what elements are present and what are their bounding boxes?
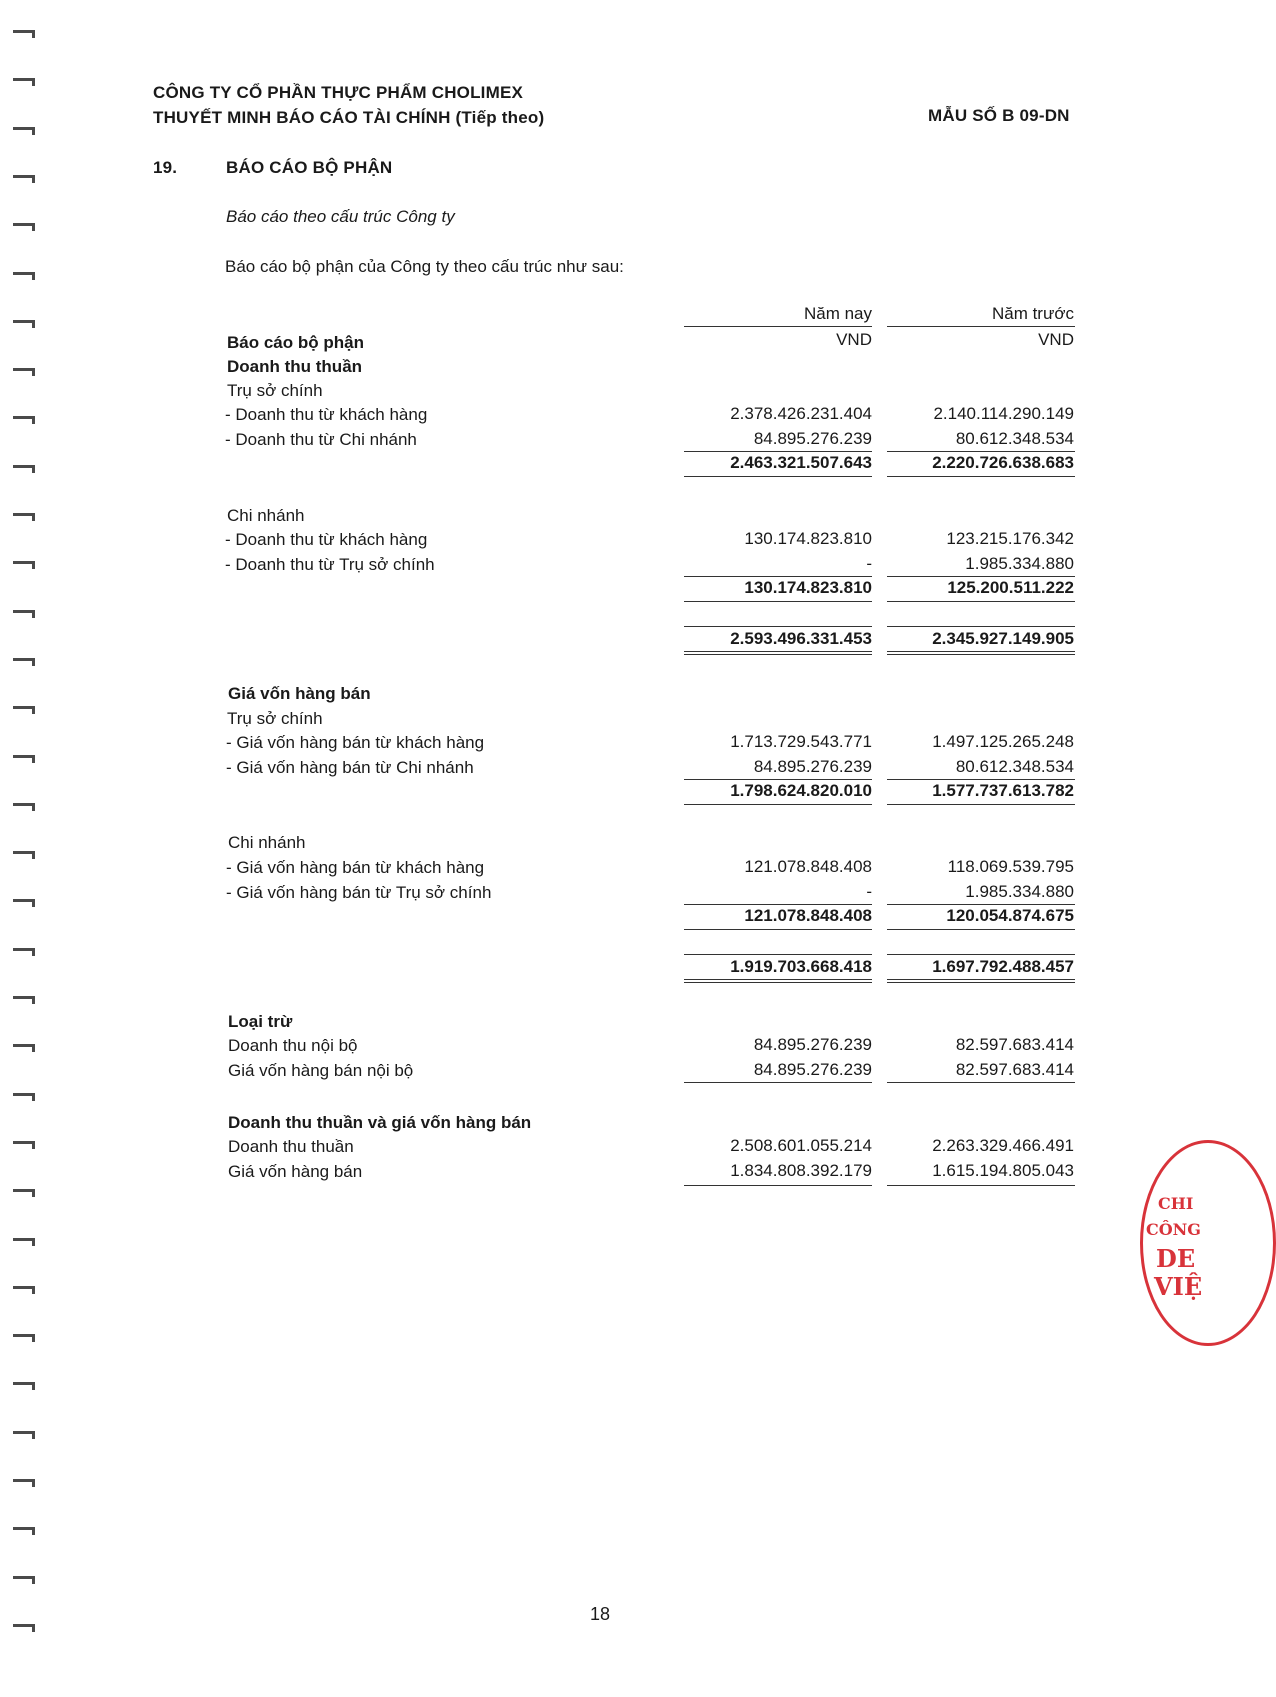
total-rule [887, 1185, 1075, 1186]
row-label: - Giá vốn hàng bán từ Chi nhánh [226, 758, 474, 777]
binding-mark [13, 610, 35, 618]
binding-mark [13, 1238, 35, 1246]
grand-total-rule [684, 651, 872, 652]
row-value-current: 84.895.276.239 [753, 757, 872, 776]
section-subtitle: Báo cáo theo cấu trúc Công ty [226, 207, 455, 226]
grand-total-rule [887, 979, 1075, 980]
binding-mark [13, 30, 35, 38]
binding-mark [13, 851, 35, 859]
seal-text: DE [1156, 1244, 1196, 1273]
section-number: 19. [153, 158, 178, 177]
seal-text: CHI [1158, 1194, 1194, 1213]
binding-mark [13, 561, 35, 569]
binding-mark [13, 272, 35, 280]
section-title: BÁO CÁO BỘ PHẬN [226, 158, 393, 177]
binding-mark [13, 899, 35, 907]
subtotal-rule [887, 779, 1075, 780]
subtotal-current: 2.463.321.507.643 [730, 453, 872, 472]
grand-total-current: 2.593.496.331.453 [730, 629, 872, 648]
subtotal-rule [684, 451, 872, 452]
seal-text: CÔNG [1146, 1220, 1201, 1239]
subtotal-rule [684, 779, 872, 780]
row-value-prior: 1.615.194.805.043 [932, 1161, 1074, 1180]
row-value-prior: 2.263.329.466.491 [932, 1136, 1074, 1155]
row-value-prior: 1.985.334.880 [965, 882, 1074, 901]
binding-mark [13, 1093, 35, 1101]
subtotal-current: 130.174.823.810 [744, 578, 872, 597]
row-value-prior: 2.140.114.290.149 [933, 404, 1074, 423]
row-value-prior: 1.985.334.880 [965, 554, 1074, 573]
grand-total-prior: 2.345.927.149.905 [932, 629, 1074, 648]
elimination-heading: Loại trừ [228, 1012, 293, 1031]
row-value-current: 84.895.276.239 [753, 1035, 872, 1054]
row-label: Doanh thu thuần [228, 1137, 354, 1156]
column-header-rule [887, 326, 1075, 327]
column-header-current-year: Năm nay [803, 304, 872, 323]
binding-mark [13, 1479, 35, 1487]
row-label: - Doanh thu từ khách hàng [225, 530, 428, 549]
revenue-heading: Doanh thu thuần [227, 357, 363, 376]
subtotal-prior: 120.054.874.675 [946, 906, 1074, 925]
subtotal-rule [887, 804, 1075, 805]
grand-total-rule [684, 979, 872, 980]
binding-mark [13, 948, 35, 956]
binding-mark [13, 803, 35, 811]
subtotal-rule [684, 904, 872, 905]
row-value-current: 130.174.823.810 [744, 529, 872, 548]
grand-total-rule [684, 626, 872, 627]
grand-total-rule [887, 651, 1075, 652]
grand-total-rule [684, 954, 872, 955]
subtotal-rule [887, 601, 1075, 602]
cogs-heading: Giá vốn hàng bán [228, 684, 371, 703]
subtotal-prior: 2.220.726.638.683 [932, 453, 1074, 472]
subtotal-rule [887, 929, 1075, 930]
column-header-rule [684, 326, 872, 327]
row-value-prior: 80.612.348.534 [955, 757, 1074, 776]
segment-report-label: Báo cáo bộ phận [227, 333, 364, 352]
row-value-current: 2.508.601.055.214 [730, 1136, 872, 1155]
subtotal-rule [684, 929, 872, 930]
total-rule [887, 1082, 1075, 1083]
row-value-prior: 82.597.683.414 [955, 1060, 1074, 1079]
binding-mark [13, 1527, 35, 1535]
binding-mark [13, 78, 35, 86]
binding-mark [13, 1431, 35, 1439]
binding-mark [13, 1576, 35, 1584]
row-value-prior: 118.069.539.795 [947, 857, 1074, 876]
binding-mark [13, 513, 35, 521]
binding-mark [13, 706, 35, 714]
binding-mark [13, 1189, 35, 1197]
grand-total-rule [684, 654, 872, 655]
row-value-prior: 1.497.125.265.248 [932, 732, 1074, 751]
binding-mark [13, 996, 35, 1004]
total-rule [684, 1082, 872, 1083]
cogs-hq-label: Trụ sở chính [227, 709, 323, 728]
row-value-prior: 82.597.683.414 [955, 1035, 1074, 1054]
subtotal-current: 121.078.848.408 [744, 906, 872, 925]
row-label: - Giá vốn hàng bán từ khách hàng [226, 858, 485, 877]
seal-text: VIỆ [1154, 1272, 1203, 1301]
company-name: CÔNG TY CỔ PHẦN THỰC PHẨM CHOLIMEX [153, 83, 524, 102]
binding-mark [13, 1334, 35, 1342]
row-value-current: 1.713.729.543.771 [730, 732, 872, 751]
binding-mark [13, 465, 35, 473]
subtotal-rule [887, 576, 1075, 577]
row-label: Giá vốn hàng bán nội bộ [228, 1061, 414, 1080]
row-label: - Doanh thu từ Chi nhánh [225, 430, 417, 449]
grand-total-rule [887, 982, 1075, 983]
currency-label: VND [1038, 330, 1074, 349]
binding-mark [13, 416, 35, 424]
currency-label: VND [836, 330, 872, 349]
subtotal-rule [887, 476, 1075, 477]
row-value-current: 121.078.848.408 [744, 857, 872, 876]
subtotal-rule [684, 576, 872, 577]
subtotal-rule [684, 476, 872, 477]
row-label: - Doanh thu từ Trụ sở chính [225, 555, 435, 574]
binding-mark [13, 658, 35, 666]
binding-mark [13, 320, 35, 328]
row-value-prior: 80.612.348.534 [955, 429, 1074, 448]
subtotal-rule [887, 451, 1075, 452]
row-value-current: 84.895.276.239 [753, 429, 872, 448]
subtotal-rule [887, 904, 1075, 905]
form-code: MẪU SỐ B 09-DN [928, 106, 1070, 125]
grand-total-rule [684, 982, 872, 983]
grand-total-rule [887, 626, 1075, 627]
row-label: - Doanh thu từ khách hàng [225, 405, 428, 424]
grand-total-rule [887, 954, 1075, 955]
subtotal-rule [684, 804, 872, 805]
row-value-current: 2.378.426.231.404 [730, 404, 872, 423]
row-value-current: - [866, 554, 872, 573]
revenue-branch-label: Chi nhánh [227, 506, 305, 525]
binding-mark [13, 1624, 35, 1632]
row-label: Giá vốn hàng bán [228, 1162, 363, 1181]
company-seal [1140, 1140, 1260, 1340]
subtotal-prior: 125.200.511.222 [947, 578, 1074, 597]
binding-holes [10, 30, 40, 1670]
subtotal-prior: 1.577.737.613.782 [932, 781, 1074, 800]
revenue-hq-label: Trụ sở chính [227, 381, 323, 400]
binding-mark [13, 127, 35, 135]
row-value-current: 1.834.808.392.179 [730, 1161, 872, 1180]
total-rule [684, 1185, 872, 1186]
binding-mark [13, 223, 35, 231]
subtotal-current: 1.798.624.820.010 [730, 781, 872, 800]
grand-total-prior: 1.697.792.488.457 [932, 957, 1074, 976]
report-subtitle: THUYẾT MINH BÁO CÁO TÀI CHÍNH (Tiếp theo) [153, 108, 545, 127]
page-number: 18 [589, 1604, 611, 1624]
cogs-branch-label: Chi nhánh [228, 833, 306, 852]
binding-mark [13, 1141, 35, 1149]
row-label: - Giá vốn hàng bán từ khách hàng [226, 733, 485, 752]
binding-mark [13, 1044, 35, 1052]
row-value-current: - [866, 882, 872, 901]
row-label: - Giá vốn hàng bán từ Trụ sở chính [226, 883, 492, 902]
binding-mark [13, 755, 35, 763]
column-header-prior-year: Năm trước [991, 304, 1074, 323]
binding-mark [13, 175, 35, 183]
binding-mark [13, 1382, 35, 1390]
row-value-prior: 123.215.176.342 [946, 529, 1074, 548]
binding-mark [13, 368, 35, 376]
seal-ring [1140, 1140, 1276, 1346]
subtotal-rule [684, 601, 872, 602]
row-value-current: 84.895.276.239 [753, 1060, 872, 1079]
grand-total-rule [887, 654, 1075, 655]
binding-mark [13, 1286, 35, 1294]
section-intro: Báo cáo bộ phận của Công ty theo cấu trúc như sau: [225, 257, 624, 276]
grand-total-current: 1.919.703.668.418 [730, 957, 872, 976]
net-heading: Doanh thu thuần và giá vốn hàng bán [228, 1113, 532, 1132]
row-label: Doanh thu nội bộ [228, 1036, 358, 1055]
